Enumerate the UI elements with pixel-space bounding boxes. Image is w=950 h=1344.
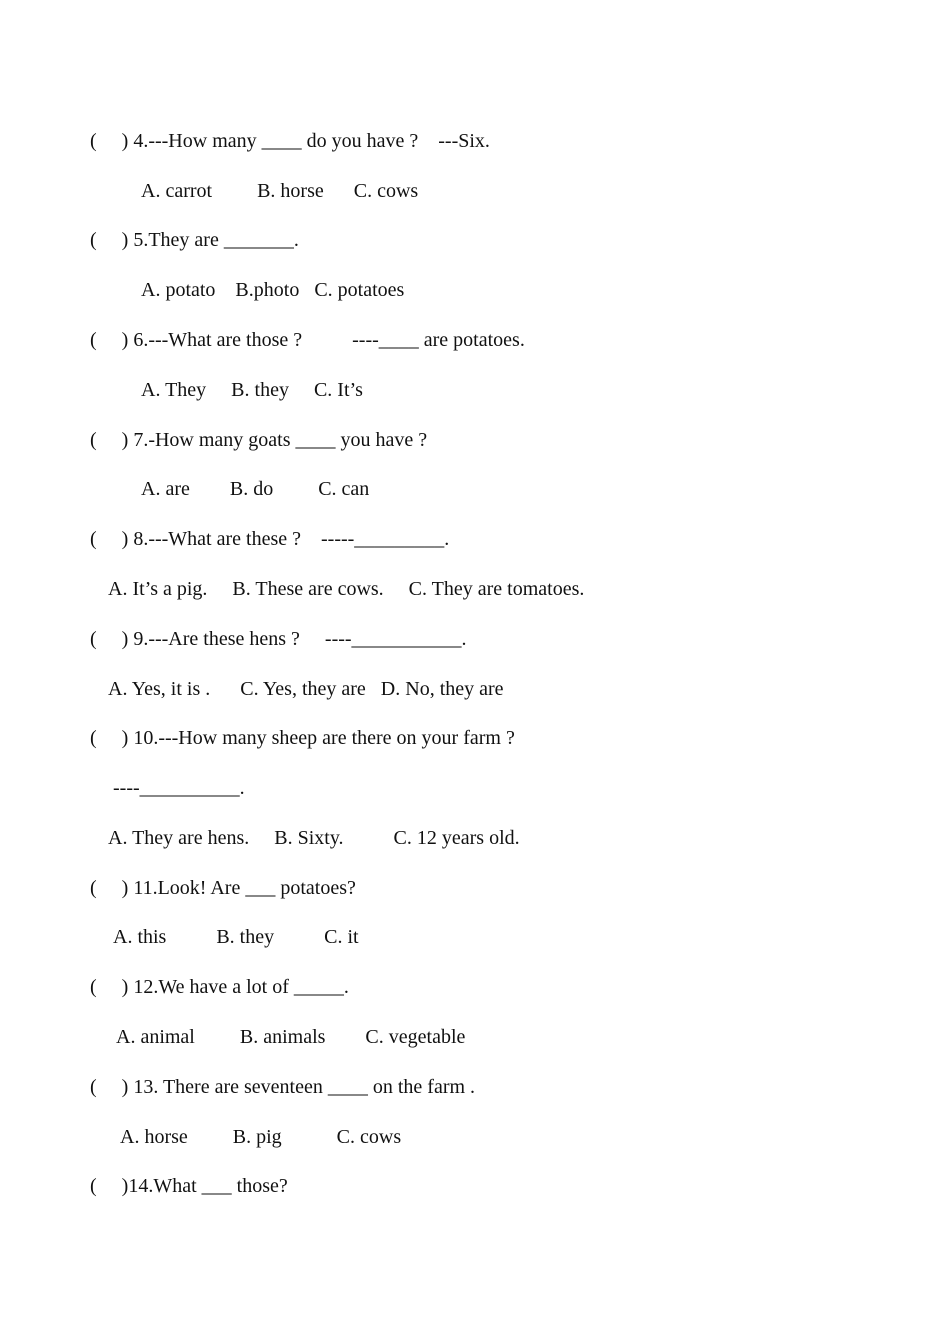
- question-10-stem: ( ) 10.---How many sheep are there on your farm ?: [90, 727, 515, 749]
- question-14-stem: ( )14.What ___ those?: [90, 1175, 288, 1197]
- question-5-options: A. potato B.photo C. potatoes: [141, 279, 405, 301]
- question-10-options: A. They are hens. B. Sixty. C. 12 years old.: [108, 827, 520, 849]
- question-4-stem: ( ) 4.---How many ____ do you have ? ---Six.: [90, 130, 490, 152]
- question-12-stem: ( ) 12.We have a lot of _____.: [90, 976, 349, 998]
- question-10-answer-line: ----__________.: [113, 777, 245, 799]
- question-9-stem: ( ) 9.---Are these hens ? ----___________.: [90, 628, 467, 650]
- question-6-stem: ( ) 6.---What are those ? ----____ are potatoes.: [90, 329, 525, 351]
- question-8-options: A. It’s a pig. B. These are cows. C. They are tomatoes.: [108, 578, 585, 600]
- question-13-stem: ( ) 13. There are seventeen ____ on the farm .: [90, 1076, 476, 1098]
- question-13-options: A. horse B. pig C. cows: [120, 1126, 402, 1148]
- question-8-stem: ( ) 8.---What are these ? -----_________.: [90, 528, 450, 550]
- question-11-options: A. this B. they C. it: [113, 926, 359, 948]
- question-9-options: A. Yes, it is . C. Yes, they are D. No, they are: [108, 678, 504, 700]
- question-4-options: A. carrot B. horse C. cows: [141, 180, 419, 202]
- question-11-stem: ( ) 11.Look! Are ___ potatoes?: [90, 877, 356, 899]
- question-5-stem: ( ) 5.They are _______.: [90, 229, 299, 251]
- question-7-options: A. are B. do C. can: [141, 478, 370, 500]
- question-7-stem: ( ) 7.-How many goats ____ you have ?: [90, 429, 428, 451]
- question-12-options: A. animal B. animals C. vegetable: [116, 1026, 466, 1048]
- question-6-options: A. They B. they C. It’s: [141, 379, 363, 401]
